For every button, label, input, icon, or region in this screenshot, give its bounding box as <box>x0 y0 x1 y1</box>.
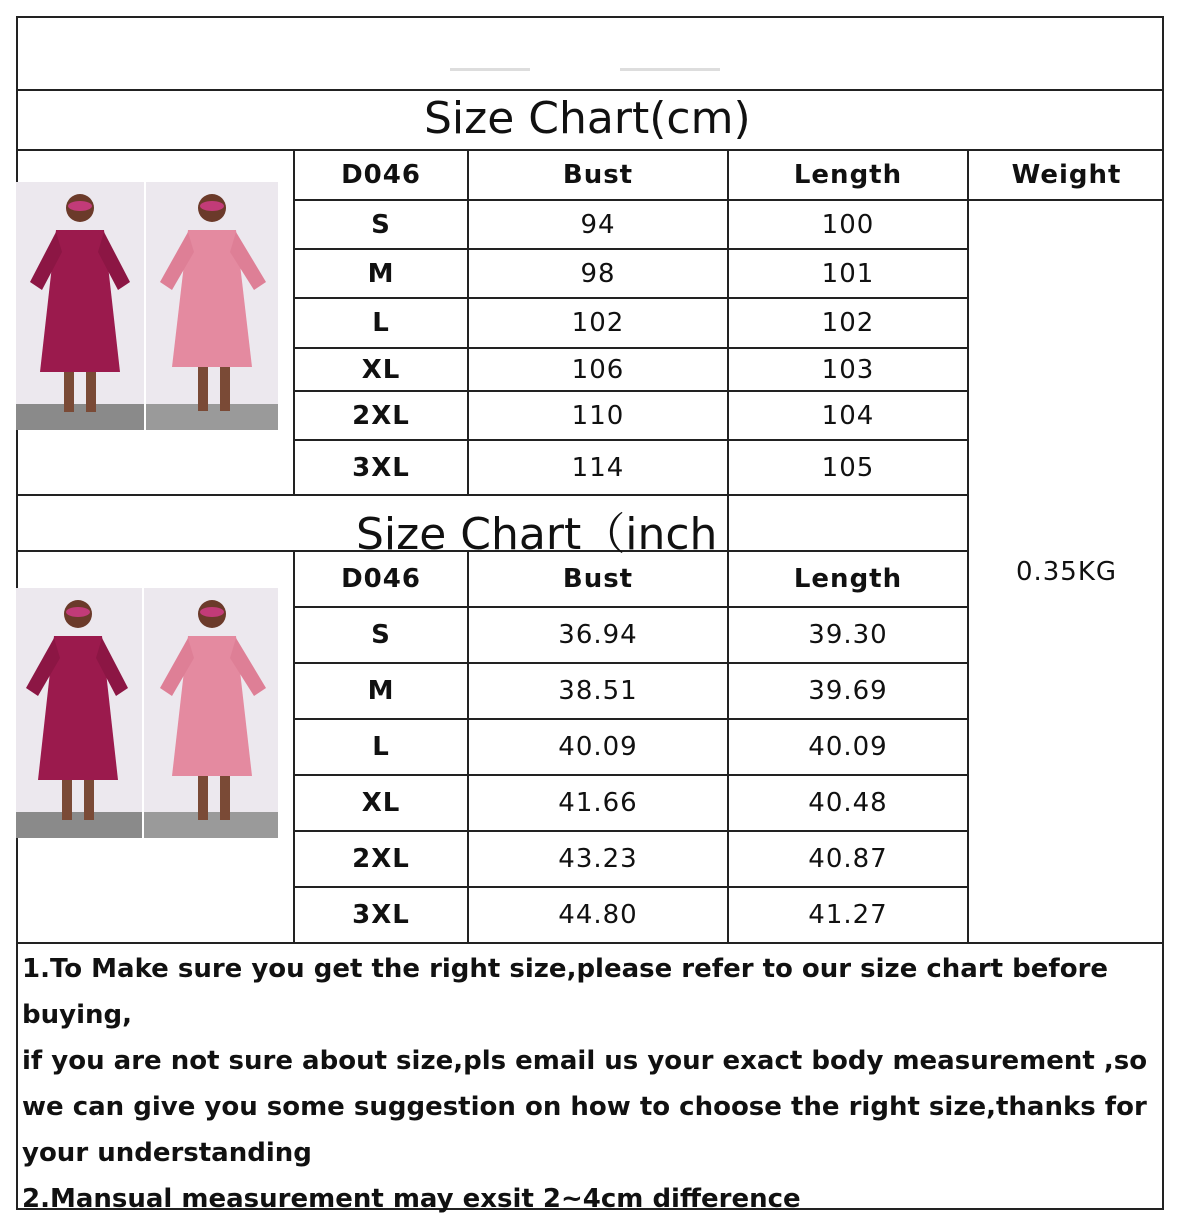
size-notes <box>22 946 1152 1222</box>
cm-length: 105 <box>821 452 875 483</box>
inch-length: 41.27 <box>808 900 888 930</box>
title-inch: Size Chart（inch <box>356 509 718 560</box>
divider-line <box>16 942 1164 944</box>
cm-bust: 98 <box>580 258 616 289</box>
divider-line <box>16 494 968 496</box>
header-bust: Bust <box>562 564 634 594</box>
cm-size: L <box>372 308 390 338</box>
cm-bust: 102 <box>571 308 625 338</box>
inch-bust: 36.94 <box>558 620 638 650</box>
inch-size: XL <box>361 788 401 818</box>
inch-length: 40.09 <box>808 732 888 762</box>
cm-length: 104 <box>821 400 875 431</box>
inch-size: S <box>371 620 391 650</box>
product-photo-inch <box>16 588 278 838</box>
inch-bust: 38.51 <box>558 676 638 706</box>
inch-size: L <box>372 732 390 762</box>
cm-bust: 110 <box>571 400 625 431</box>
product-photo-cm <box>16 182 278 430</box>
header-model: D046 <box>341 564 421 594</box>
inch-bust: 40.09 <box>558 732 638 762</box>
cm-length: 103 <box>821 354 875 385</box>
header-bust: Bust <box>562 160 634 190</box>
title-cm: Size Chart(cm) <box>424 93 751 144</box>
cm-bust: 94 <box>580 209 616 240</box>
header-length: Length <box>793 160 903 190</box>
cm-size: 2XL <box>352 400 410 431</box>
note-line: if you are not sure about size,pls email us your exact body measurement ,so we can give you some suggestion on how to choose the right size,thanks for your understanding <box>22 1046 1148 1168</box>
inch-bust: 41.66 <box>558 788 638 818</box>
inch-bust: 43.23 <box>558 844 638 874</box>
note-line: 1.To Make sure you get the right size,please refer to our size chart before buying, <box>22 954 1109 1030</box>
cm-bust: 106 <box>571 354 625 385</box>
cm-size: S <box>371 209 391 240</box>
inch-size: 3XL <box>352 900 410 930</box>
cm-size: XL <box>361 354 401 385</box>
cm-size: M <box>367 258 395 289</box>
inch-bust: 44.80 <box>558 900 638 930</box>
faint-header-text <box>450 66 730 74</box>
cm-length: 102 <box>821 308 875 338</box>
inch-length: 39.69 <box>808 676 888 706</box>
divider-line <box>16 89 1164 91</box>
note-line: 2.Mansual measurement may exsit 2~4cm difference <box>22 1184 801 1214</box>
cm-length: 100 <box>821 209 875 240</box>
header-weight: Weight <box>1011 160 1122 190</box>
header-model: D046 <box>341 160 421 190</box>
weight-value: 0.35KG <box>1015 556 1118 587</box>
inch-length: 40.48 <box>808 788 888 818</box>
cm-bust: 114 <box>571 452 625 483</box>
cm-length: 101 <box>821 258 875 289</box>
inch-length: 40.87 <box>808 844 888 874</box>
inch-size: M <box>367 676 395 706</box>
header-length: Length <box>793 564 903 594</box>
inch-size: 2XL <box>352 844 410 874</box>
inch-length: 39.30 <box>808 620 888 650</box>
cm-size: 3XL <box>352 452 410 483</box>
